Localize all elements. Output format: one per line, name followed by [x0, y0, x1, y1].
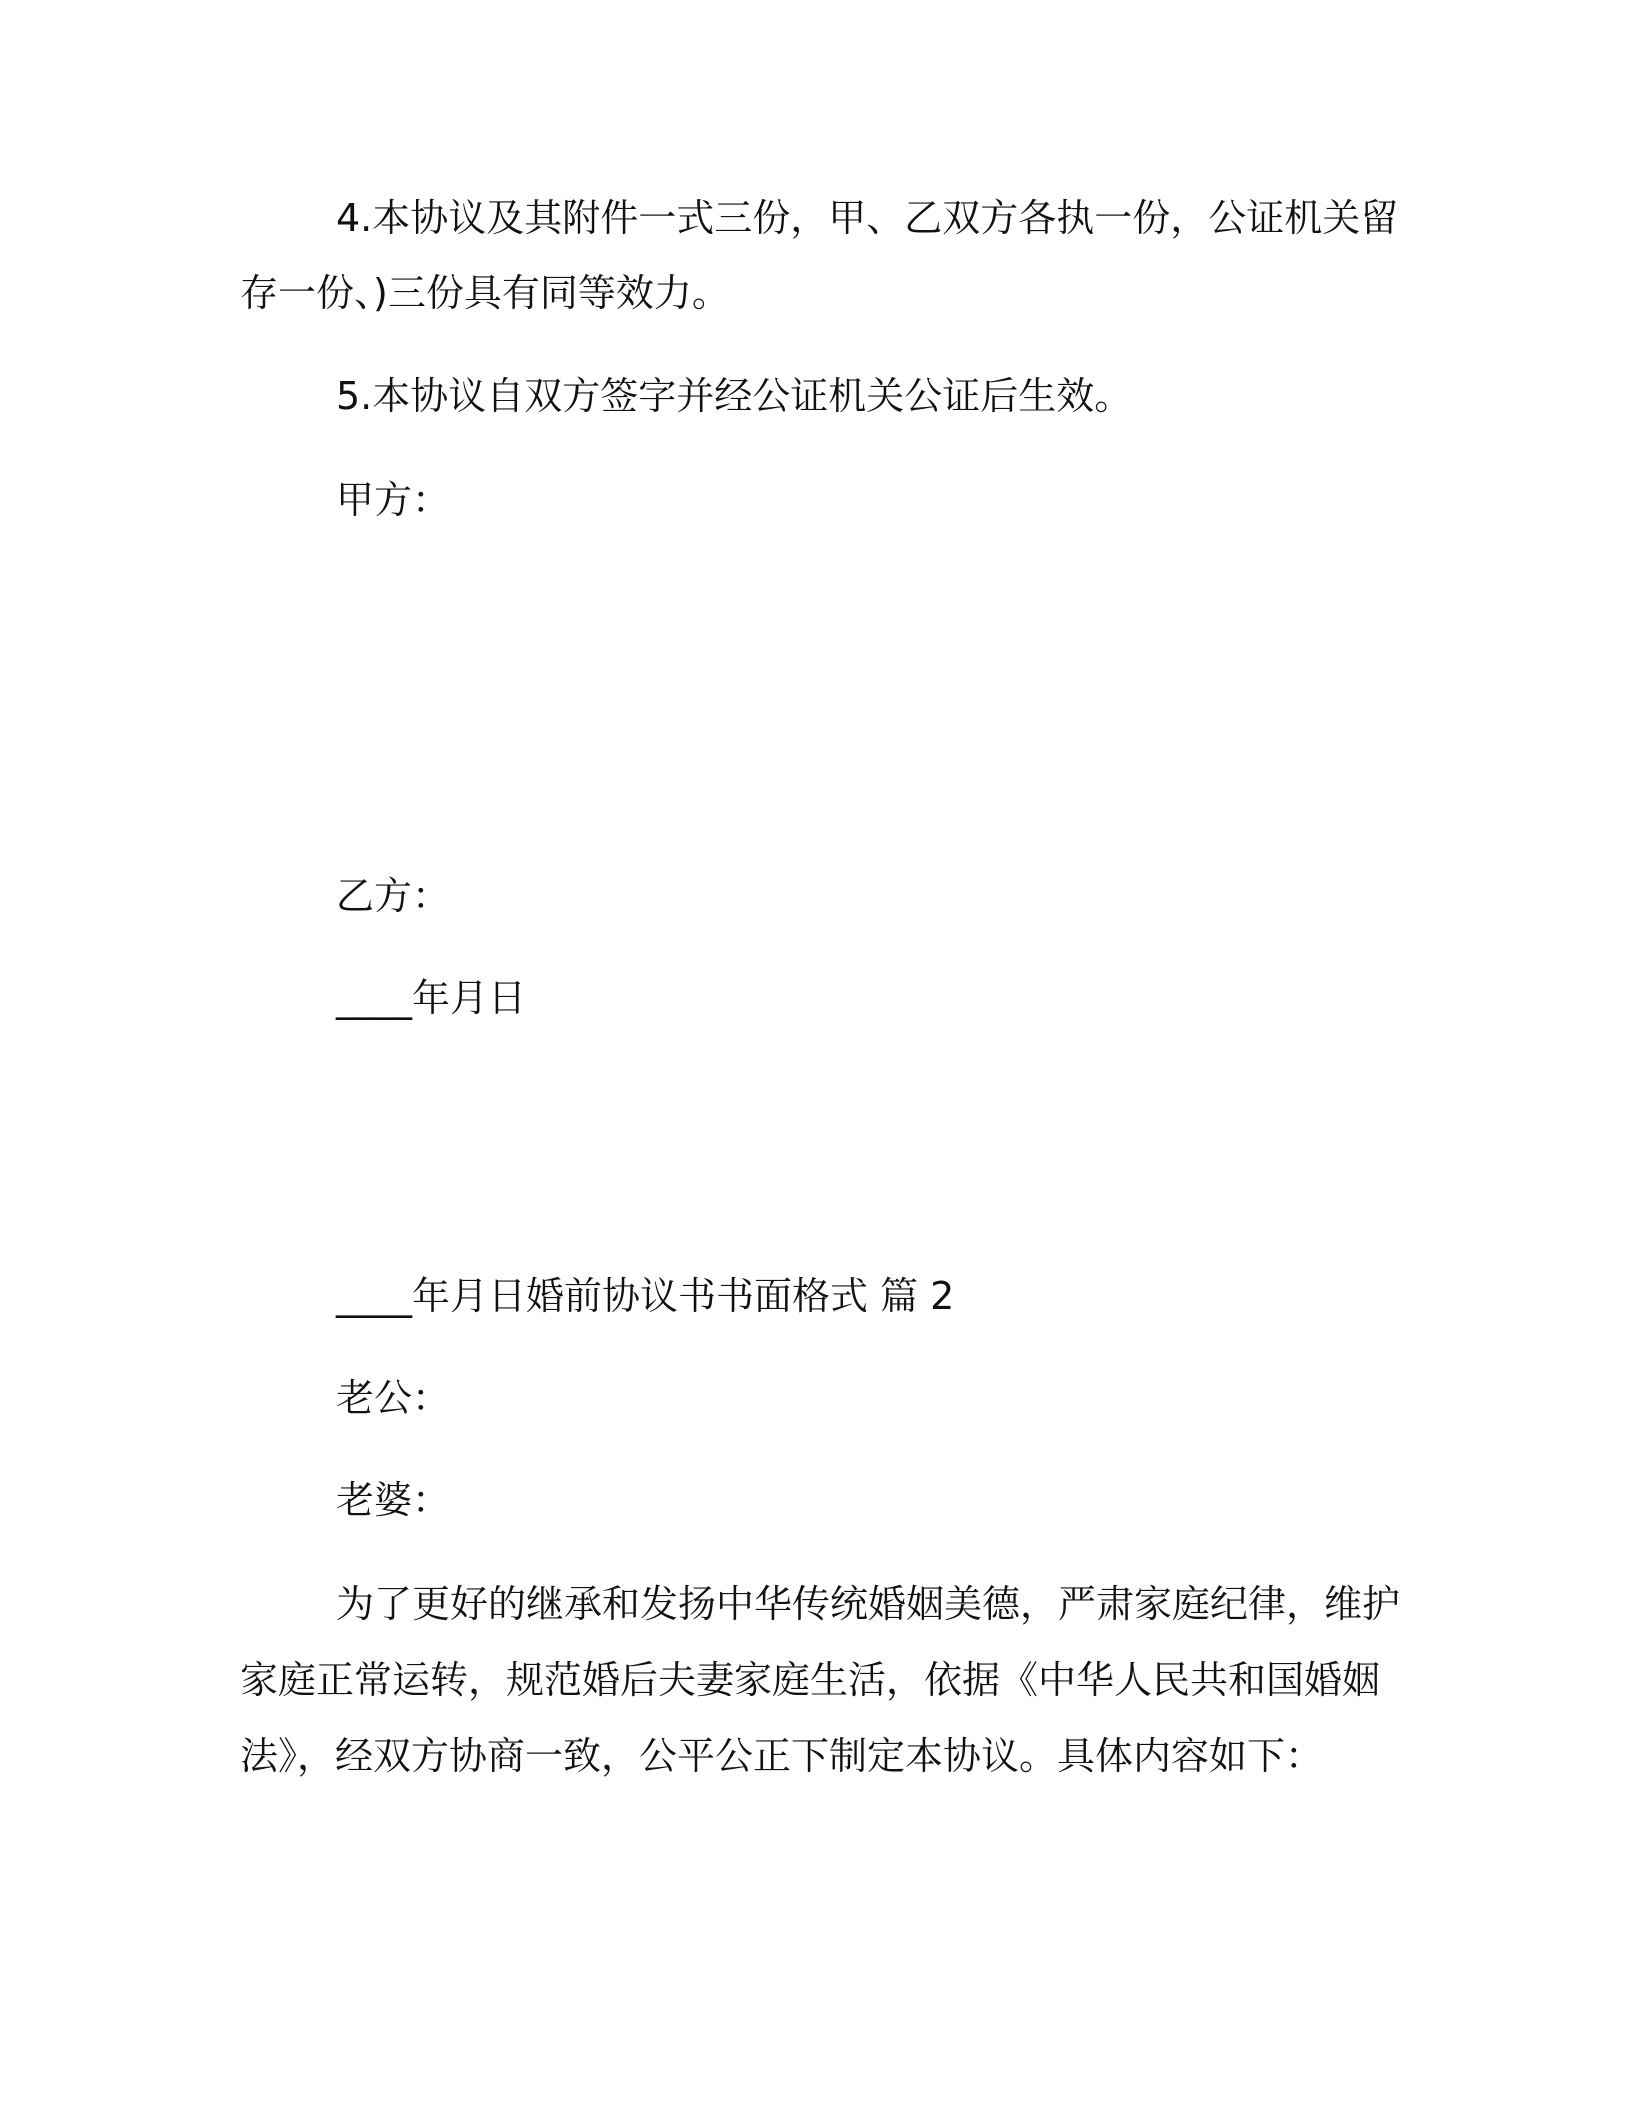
party-b-label: 乙方： [336, 874, 451, 918]
preamble-line-2: 家庭正常运转，规范婚后夫妻家庭生活，依据《中华人民共和国婚姻 [240, 1658, 1381, 1702]
clause-5: 5.本协议自双方签字并经公证机关公证后生效。 [336, 374, 1133, 418]
clause-4-line-2: 存一份、)三份具有同等效力。 [240, 271, 730, 315]
party-a-label: 甲方： [336, 478, 451, 522]
preamble-line-1: 为了更好的继承和发扬中华传统婚姻美德，严肃家庭纪律，维护 [336, 1582, 1401, 1626]
date-line: ____年月日 [336, 976, 527, 1020]
wife-label: 老婆： [336, 1478, 451, 1522]
clause-4-line-1: 4.本协议及其附件一式三份，甲、乙双方各执一份，公证机关留 [336, 196, 1399, 240]
section-heading: ____年月日婚前协议书书面格式 篇 2 [336, 1274, 955, 1318]
preamble-line-3: 法》，经双方协商一致，公平公正下制定本协议。具体内容如下： [240, 1734, 1324, 1778]
husband-label: 老公： [336, 1376, 451, 1420]
